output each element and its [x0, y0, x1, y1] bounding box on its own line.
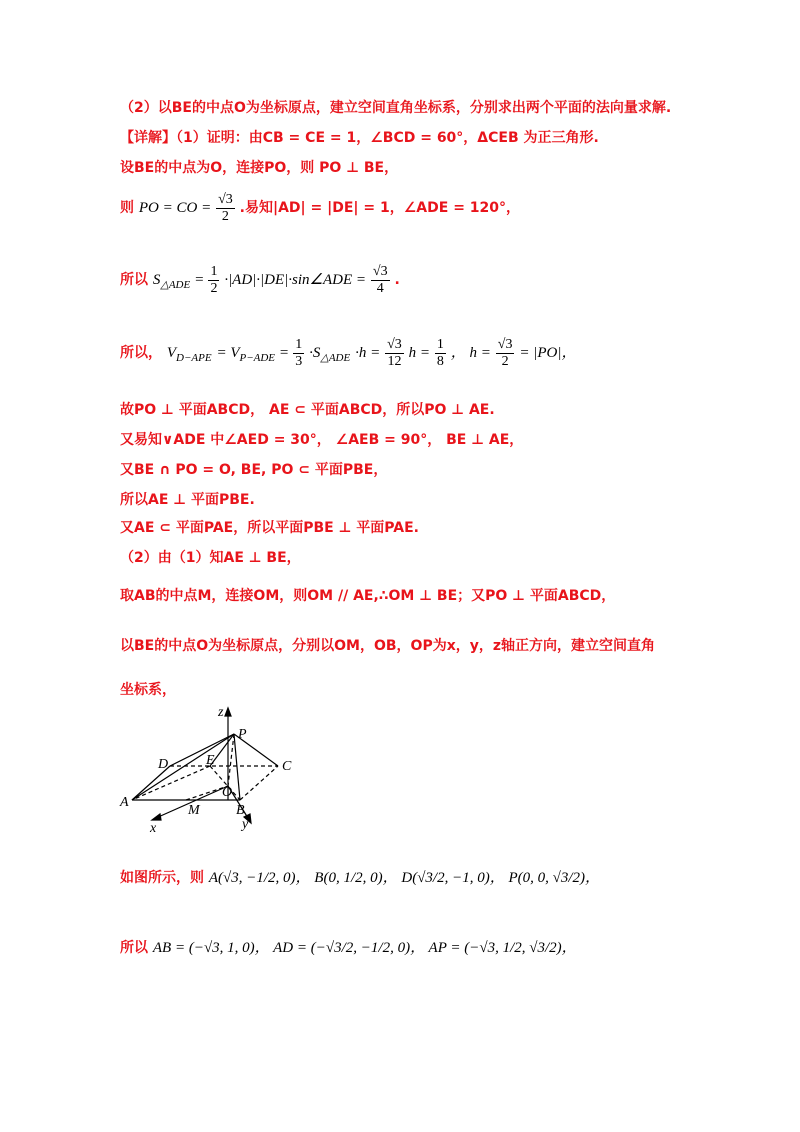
midpoint-m-line: 取AB的中点M，连接OM，则OM // AE,∴OM ⊥ BE；又PO ⊥ 平面ABCD，: [120, 588, 616, 604]
label-c: C: [282, 759, 292, 774]
angle-line: 又易知∨ADE 中∠AED = 30°， ∠AEB = 90°， BE ⊥ AE，: [120, 432, 524, 448]
coordinates-line: 如图所示，则 A(√3, −1/2, 0)， B(0, 1/2, 0)， D(√3/2, −1, 0)， P(0, 0, √3/2)，: [120, 870, 601, 886]
volume-line: 所以， $V_{D-APE} = V_{P-ADE}$ = $\frac{1}{3}$ $\cdot S_{\triangle ADE} \cdot h$ = $\frac{√3}{12}$ h = $\frac{1}{8}$ ， h = $\frac{√3}{2}$ = |PO|，: [120, 336, 577, 369]
ae-perp-pbe: 所以AE ⊥ 平面PBE.: [120, 492, 255, 508]
po-perp-plane: 故PO ⊥ 平面ABCD， AE ⊂ 平面ABCD，所以PO ⊥ AE.: [120, 402, 495, 418]
coordinate-setup: 以BE的中点O为坐标原点，分别以OM，OB，OP为x，y，z轴正方向，建立空间直角: [120, 638, 656, 654]
solution-intro: [120, 128, 599, 148]
midpoint-line: 设BE的中点为O，连接PO，则 PO ⊥ BE，: [120, 160, 399, 176]
po-co-line: 则 PO = CO = $\frac{√3}{2}$ .易知|AD| = |DE| = 1，∠ADE = 120°，: [120, 191, 521, 224]
label-e: E: [206, 753, 215, 768]
plane-perp-conclusion: 又AE ⊂ 平面PAE，所以平面PBE ⊥ 平面PAE.: [120, 520, 419, 536]
proof-start: （1）证明：由CB = CE = 1，∠BCD = 60°，ΔCEB 为正三角形.: [176, 130, 599, 146]
label-b: B: [236, 803, 245, 818]
label-a: A: [120, 795, 129, 810]
coordinate-system-word: 坐标系，: [120, 682, 176, 698]
part2-hint: （2）以BE的中点O为坐标原点，建立空间直角坐标系，分别求出两个平面的法向量求解.: [120, 100, 672, 116]
pyramid-figure: [118, 700, 308, 840]
part2-start: （2）由（1）知AE ⊥ BE，: [120, 550, 301, 566]
label-y: y: [242, 817, 249, 832]
intersection-line: 又BE ∩ PO = O, BE, PO ⊂ 平面PBE，: [120, 462, 388, 478]
label-z: z: [218, 705, 224, 720]
label-o: O: [222, 785, 233, 800]
label-m: M: [188, 803, 200, 818]
label-x: x: [150, 821, 157, 836]
label-d: D: [158, 757, 169, 772]
label-p: P: [238, 727, 247, 742]
sqrt3-over-2: $\frac{√3}{2}$: [218, 191, 233, 224]
area-line: 所以 $S_{\triangle ADE}$ = $\frac{1}{2}$ ·|AD|·|DE|·sin∠ADE = $\frac{√3}{4}$ .: [120, 263, 400, 296]
vectors-line: 所以 AB = (−√3, 1, 0)， AD = (−√3/2, −1/2, 0)， AP = (−√3, 1/2, √3/2)，: [120, 940, 577, 956]
detail-tag: 【详解】: [120, 130, 176, 146]
